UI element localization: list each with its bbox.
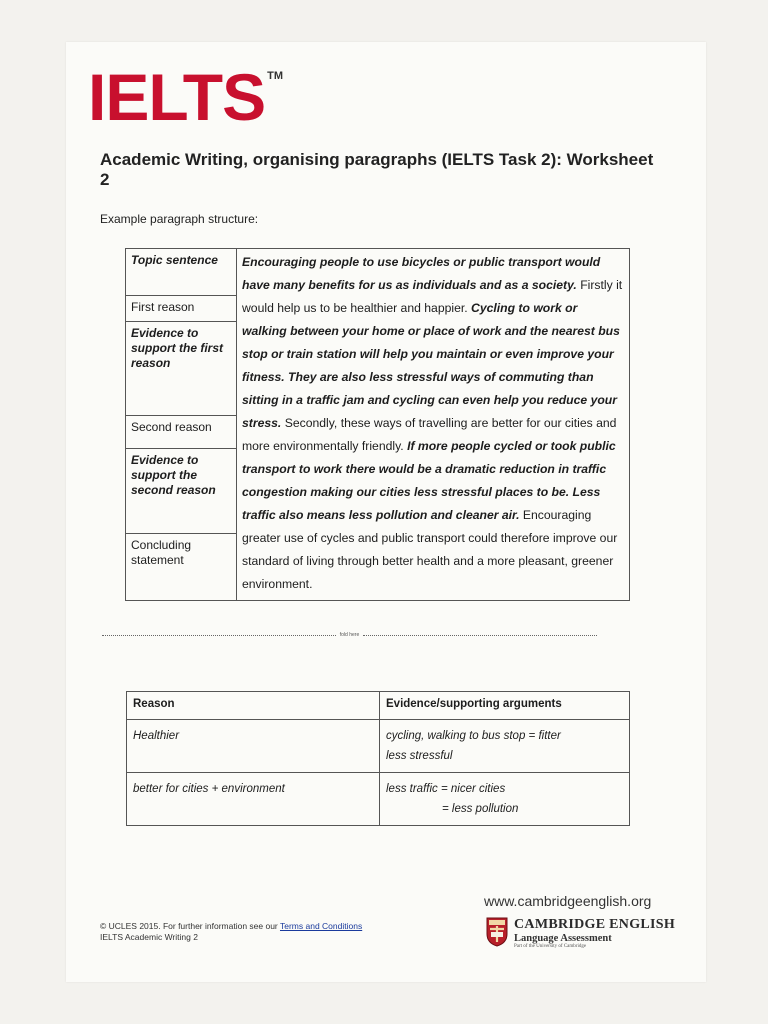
university-label: Part of the University of Cambridge: [514, 944, 587, 949]
paragraph-segment: Secondly, these ways of travelling are better for our cities and more environmentally friendly.: [242, 416, 617, 453]
logo-trademark: TM: [267, 70, 284, 82]
evidence-line: = less pollution: [442, 803, 519, 815]
evidence-cell: [380, 773, 630, 826]
fold-label: fold here: [339, 632, 360, 638]
evidence-cell: [380, 720, 630, 773]
cambridge-crest-icon: [486, 917, 508, 947]
label-second-reason: Second reason: [126, 415, 237, 448]
table-row: [127, 773, 630, 826]
footer-copyright: [100, 921, 362, 943]
evidence-line: cycling, walking to bus stop = fitter: [386, 730, 561, 742]
paragraph-segment: Firstly it would help us to be healthier and happier.: [242, 278, 623, 315]
label-topic-sentence: Topic sentence: [126, 249, 237, 296]
label-evidence-second: Evidence to support the second reason: [126, 448, 237, 534]
fold-line: [102, 632, 597, 638]
evidence-line: less traffic = nicer cities: [386, 783, 506, 795]
example-paragraph: [237, 249, 630, 601]
paragraph-segment: Encouraging greater use of cycles and public transport could therefore improve our standard of living through better health and a more pleasant, greener environment.: [242, 508, 618, 591]
cambridge-english-title: CAMBRIDGE ENGLISH: [514, 917, 676, 932]
logo-text: IELTS: [88, 60, 266, 134]
paragraph-segment: Cycling to work or walking between your home or place of work and the nearest bus stop or train station will help you maintain or even improve your fitness. They are also less stressful ways of commuting than sitting in a traffic jam and cycling can even help you reduce your stress.: [242, 301, 620, 430]
paragraph-structure-table: [125, 248, 630, 601]
table-row: [127, 720, 630, 773]
copyright-text: © UCLES 2015. For further information see our: [100, 921, 280, 931]
paragraph-segment: Encouraging people to use bicycles or public transport would have many benefits for us as individuals and as a society.: [242, 255, 601, 292]
website-url: www.cambridgeenglish.org: [484, 893, 652, 909]
cambridge-english-logo: [486, 917, 675, 949]
doc-name: IELTS Academic Writing 2: [100, 932, 198, 942]
page-title: Academic Writing, organising paragraphs (IELTS Task 2): Worksheet 2: [100, 150, 654, 189]
label-evidence-first: Evidence to support the first reason: [126, 321, 237, 415]
reason-cell: Healthier: [127, 720, 380, 773]
label-first-reason: First reason: [126, 296, 237, 322]
reason-evidence-table: [126, 691, 630, 826]
terms-link[interactable]: Terms and Conditions: [279, 921, 363, 931]
language-assessment-label: Language Assessment: [514, 933, 612, 944]
evidence-line: less stressful: [386, 750, 453, 762]
label-concluding-statement: Concluding statement: [126, 534, 237, 601]
ielts-logo: [88, 60, 284, 134]
reason-cell: better for cities + environment: [127, 773, 380, 826]
paragraph-segment: If more people cycled or took public transport to work there would be a dramatic reduction in traffic congestion making our cities less stressful places to be. Less traffic also means less pollution and cleaner air.: [242, 439, 616, 522]
header-evidence: Evidence/supporting arguments: [380, 692, 630, 720]
page-subtitle: Example paragraph structure:: [100, 212, 259, 226]
header-reason: Reason: [127, 692, 380, 720]
